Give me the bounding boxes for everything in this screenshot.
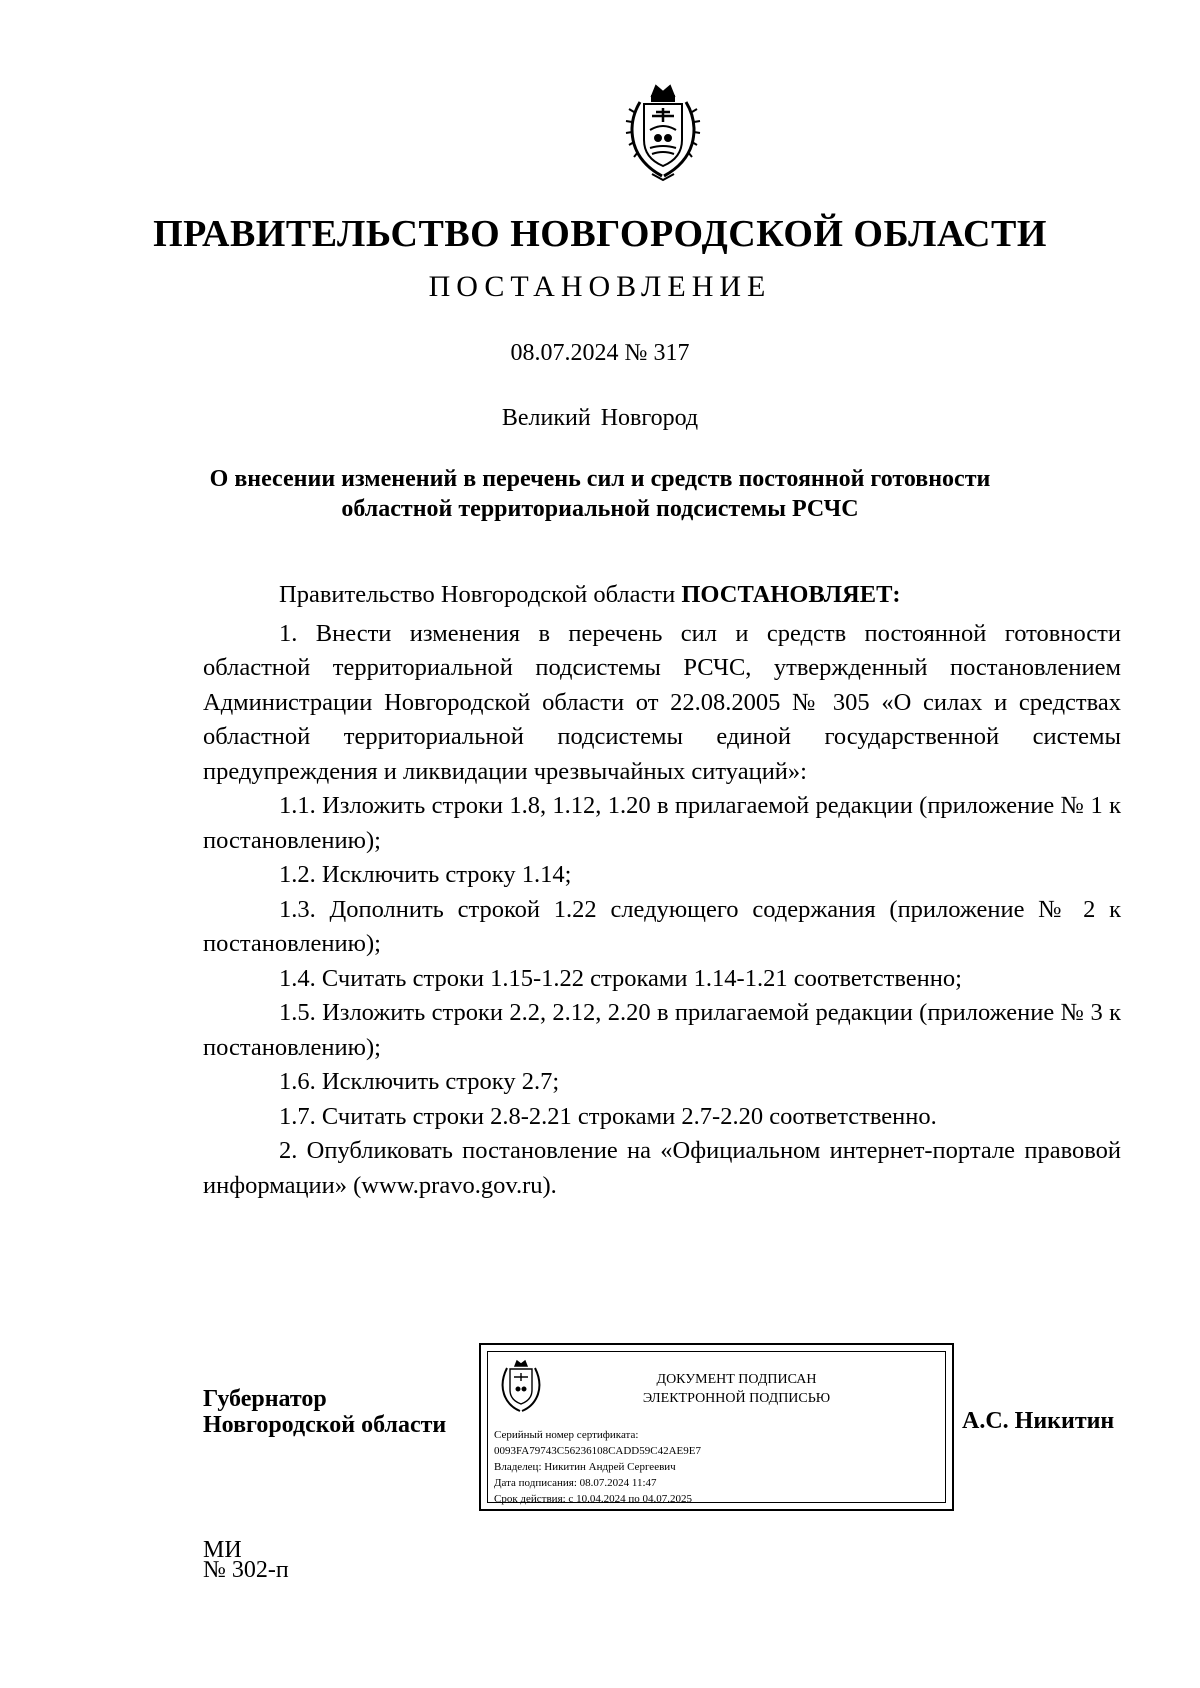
stamp-heading-line-2: ЭЛЕКТРОННОЙ ПОДПИСЬЮ	[642, 1391, 831, 1406]
signing-date: Дата подписания: 08.07.2024 11:47	[494, 1477, 657, 1489]
stamp-heading-line-1: ДОКУМЕНТ ПОДПИСАН	[656, 1372, 817, 1387]
resolution-lead	[203, 578, 1121, 613]
certificate-owner: Владелец: Никитин Андрей Сергеевич	[494, 1461, 676, 1473]
document-city: Великий Новгород	[501, 405, 699, 431]
paragraph-1-5: 1.5. Изложить строки 2.2, 2.12, 2.20 в прилагаемой редакции (приложение № 3 к постановлению);	[203, 999, 1121, 1061]
document-type: ПОСТАНОВЛЕНИЕ	[428, 270, 772, 303]
serial-value: 0093FA79743C56236108CADD59C42AE9E7	[494, 1445, 701, 1457]
serial-label: Серийный номер сертификата:	[494, 1429, 639, 1441]
paragraph-1-2: 1.2. Исключить строку 1.14;	[279, 861, 572, 888]
position-line-2: Новгородской области	[203, 1412, 447, 1438]
government-title: ПРАВИТЕЛЬСТВО НОВГОРОДСКОЙ ОБЛАСТИ	[153, 213, 1047, 255]
stamp-inner-frame	[487, 1351, 946, 1503]
document-date-number: 08.07.2024 № 317	[510, 340, 690, 366]
paragraph-1-3: 1.3. Дополнить строкой 1.22 следующего содержания (приложение № 2 к постановлению);	[203, 895, 1121, 957]
document-footer	[203, 1537, 289, 1583]
lead-bold: ПОСТАНОВЛЯЕТ:	[681, 581, 901, 608]
subject-line-1: О внесении изменений в перечень сил и средств постоянной готовности	[209, 466, 991, 492]
paragraph-1-7: 1.7. Считать строки 2.8-2.21 строками 2.7-2.20 соответственно.	[279, 1102, 937, 1130]
registration-number: № 302-п	[203, 1557, 289, 1583]
electronic-signature-stamp	[479, 1343, 954, 1511]
document-body	[203, 578, 1121, 1203]
stamp-emblem-icon	[498, 1358, 544, 1414]
position-line-1: Губернатор	[203, 1386, 327, 1412]
coat-of-arms-icon	[622, 82, 704, 182]
document-subject	[0, 464, 1200, 524]
paragraph-1-1: 1.1. Изложить строки 1.8, 1.12, 1.20 в прилагаемой редакции (приложение № 1 к постановлению);	[203, 792, 1121, 854]
signatory-name: А.С. Никитин	[962, 1408, 1115, 1434]
stamp-heading	[548, 1370, 925, 1408]
paragraph-2: 2. Опубликовать постановление на «Официальном интернет-портале правовой информации» (www.pravo.gov.ru).	[203, 1137, 1121, 1199]
subject-line-2: областной территориальной подсистемы РСЧС	[341, 496, 859, 522]
paragraph-1-4: 1.4. Считать строки 1.15-1.22 строками 1.14-1.21 соответственно;	[279, 964, 962, 992]
signatory-position	[203, 1386, 446, 1438]
lead-text: Правительство Новгородской области	[279, 581, 682, 608]
certificate-validity: Срок действия: с 10.04.2024 по 04.07.2025	[494, 1493, 692, 1505]
paragraph-1: 1. Внести изменения в перечень сил и средств постоянной готовности областной территориальной подсистемы РСЧС, утвержденный постановлением Администрации Новгородской области от 22.08.2005 № 305 «О силах и средствах областной территориальной подсистемы единой государственной системы предупреждения и ликвидации чрезвычайных ситуаций»:	[203, 619, 1121, 785]
certificate-details	[494, 1427, 701, 1507]
paragraph-1-6: 1.6. Исключить строку 2.7;	[279, 1068, 560, 1095]
executor-initials: МИ	[203, 1537, 242, 1563]
